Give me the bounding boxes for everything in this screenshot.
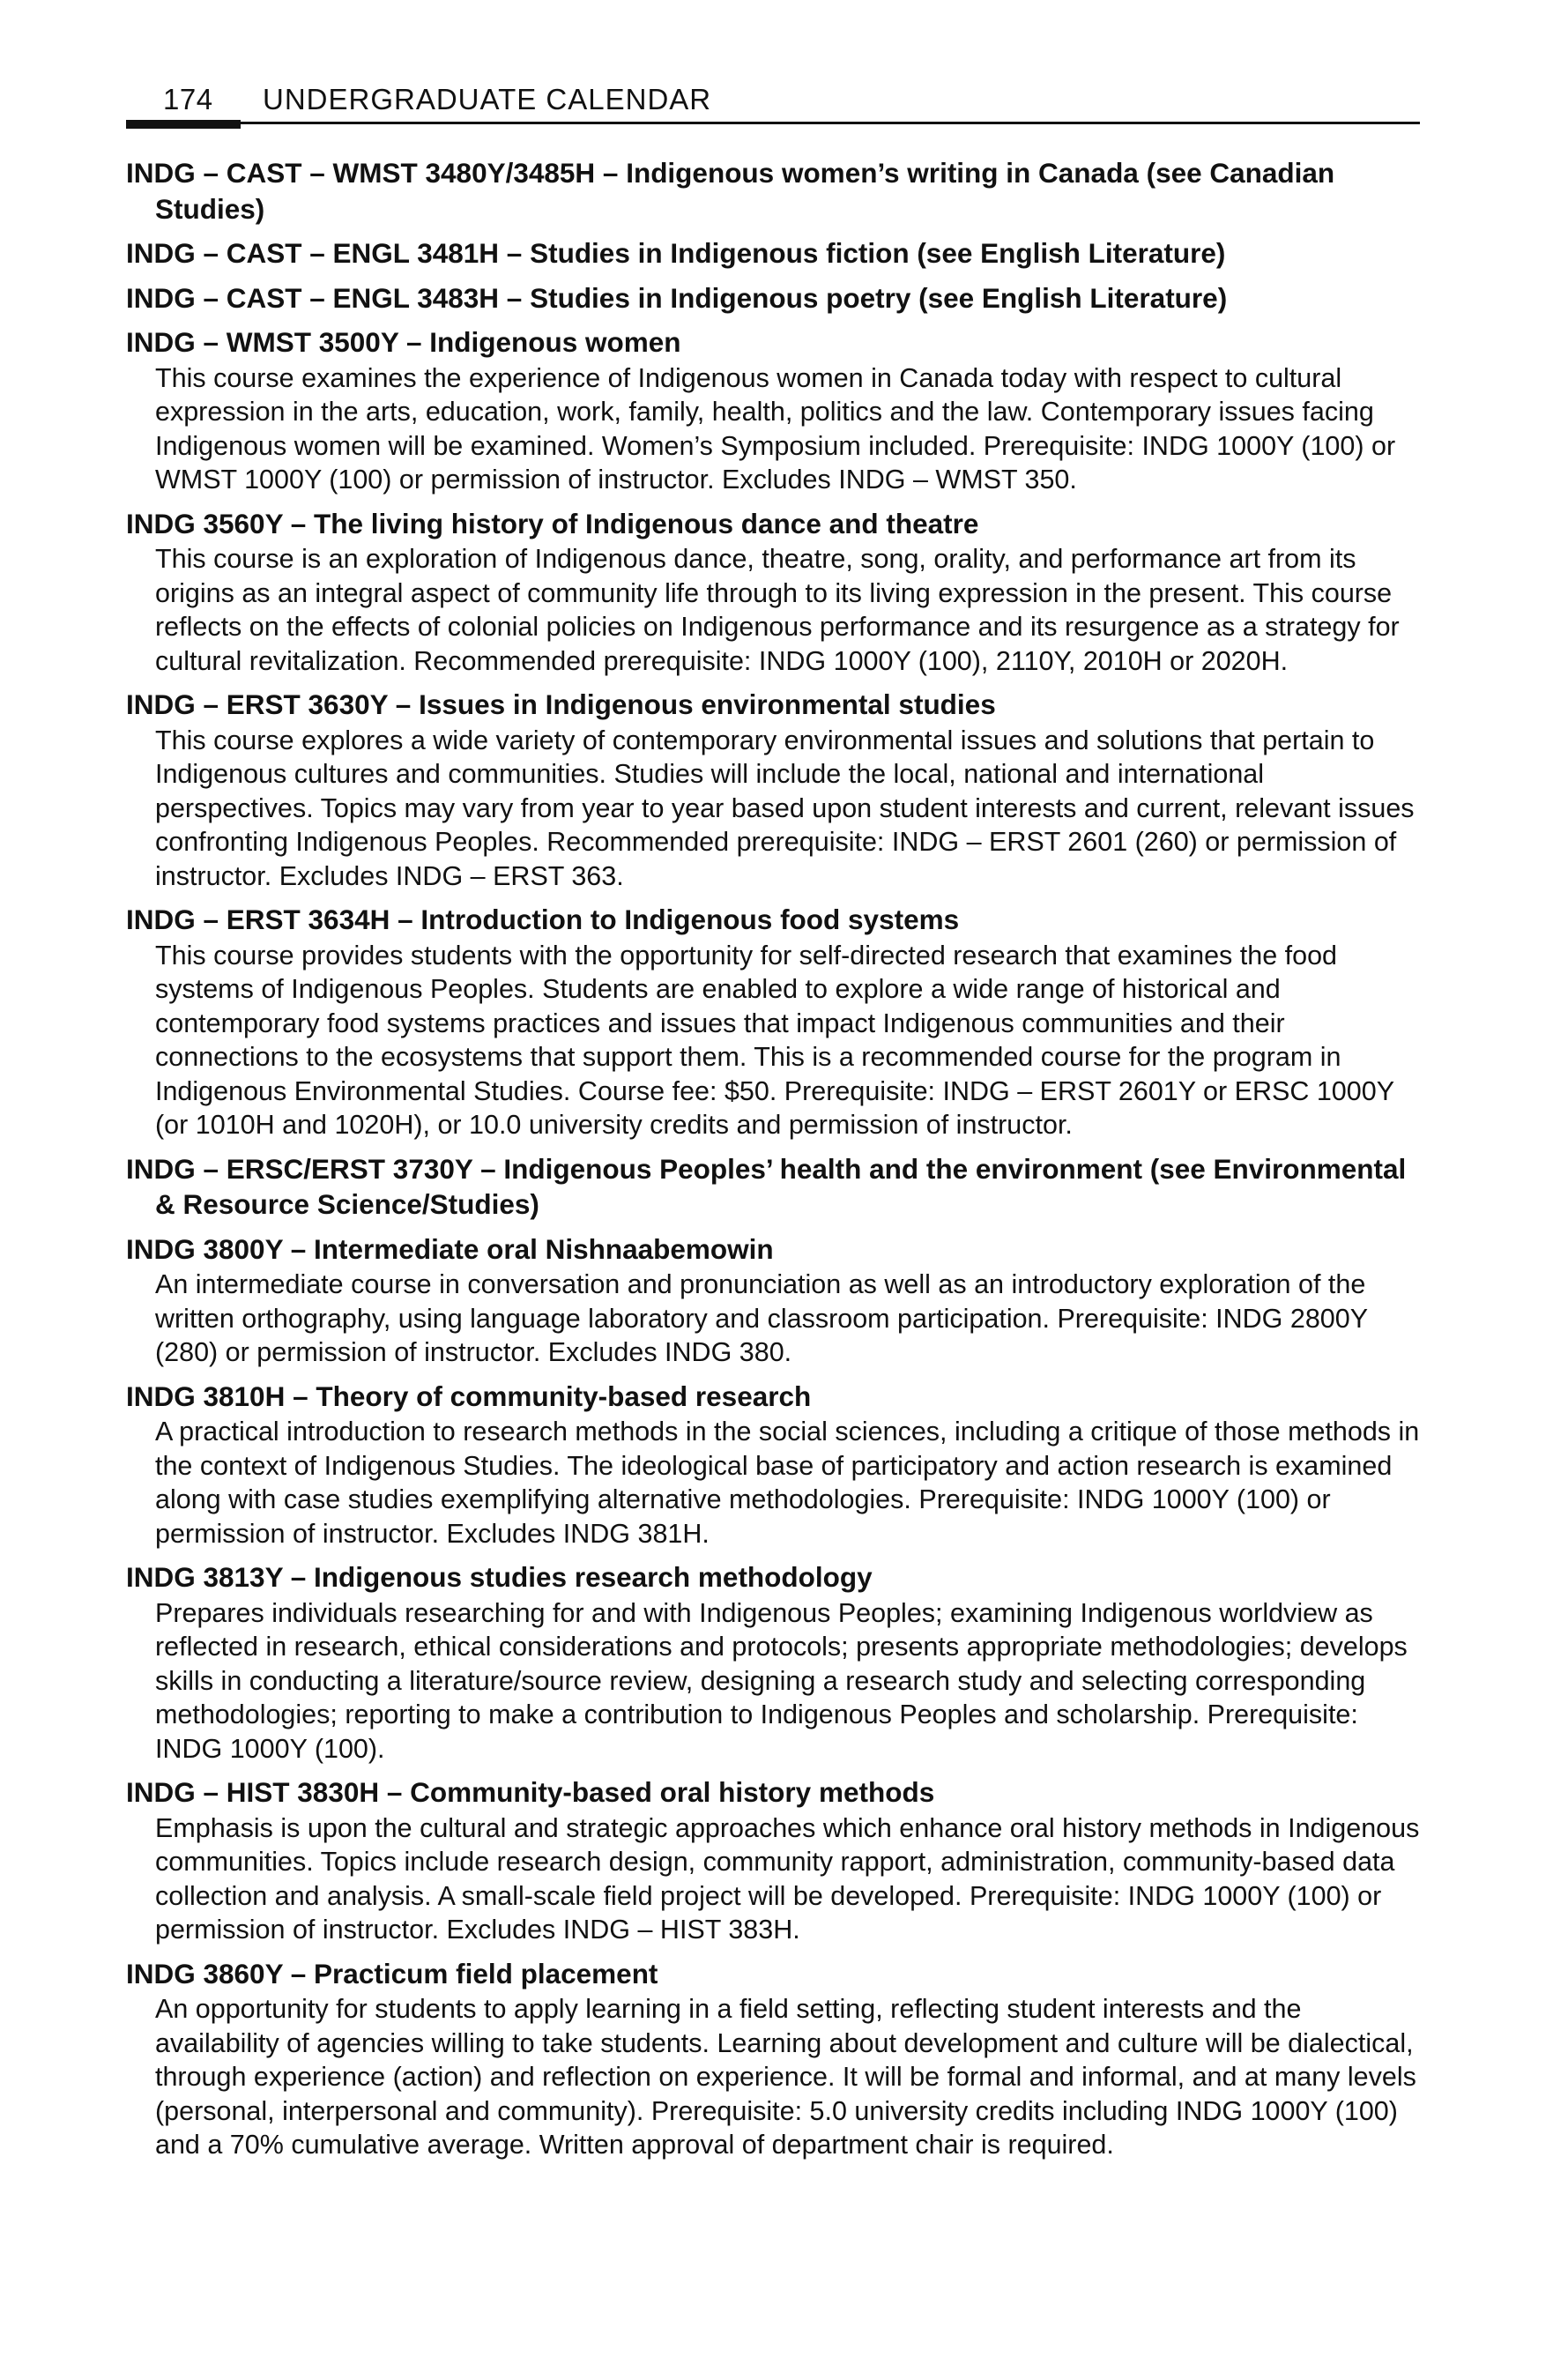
course-title: INDG 3560Y – The living history of Indigenous dance and theatre: [126, 507, 979, 539]
course-entry: [126, 324, 1420, 497]
course-entry: [126, 235, 1420, 271]
course-description: A practical introduction to research methods in the social sciences, including a critique of those methods in the context of Indigenous Studies. The ideological base of participatory and action research is examined along with case studies exemplifying alternative methodologies. Prerequisite: INDG 1000Y (100) or permission of instructor. Excludes INDG 381H.: [155, 1417, 1420, 1549]
header-rule-tab: [126, 120, 241, 129]
course-entry: [126, 1379, 1420, 1551]
course-entry: [126, 1559, 1420, 1766]
course-title: INDG – CAST – WMST 3480Y/3485H – Indigenous women’s writing in Canada (see Canadian Studies): [126, 157, 1335, 225]
course-description: An intermediate course in conversation and pronunciation as well as an introductory exploration of the written orthography, using language laboratory and classroom participation. Prerequisite: INDG 2800Y (280) or permission of instructor. Excludes INDG 380.: [155, 1269, 1368, 1367]
header-rule: [126, 122, 1420, 124]
page-number: 174: [163, 83, 213, 115]
course-title: INDG – CAST – ENGL 3483H – Studies in Indigenous poetry (see English Literature): [126, 281, 1228, 314]
page-header: [126, 81, 1420, 130]
course-title: INDG 3800Y – Intermediate oral Nishnaabemowin: [126, 1232, 774, 1265]
course-list: [126, 155, 1420, 2171]
course-description: This course provides students with the opportunity for self-directed research that examines the food systems of Indigenous Peoples. Students are enabled to explore a wide range of historical and contemporary food systems practices and issues that impact Indigenous communities and their connections to the ecosystems that support them. This is a recommended course for the program in Indigenous Environmental Studies. Course fee: $50. Prerequisite: INDG – ERST 2601Y or ERSC 1000Y (or 1010H and 1020H), or 10.0 university credits and permission of instructor.: [155, 940, 1394, 1140]
course-entry: [126, 1151, 1420, 1223]
course-title: INDG 3813Y – Indigenous studies research methodology: [126, 1561, 873, 1593]
course-entry: [126, 1774, 1420, 1947]
course-entry: [126, 902, 1420, 1142]
course-title: INDG 3810H – Theory of community-based research: [126, 1380, 812, 1412]
running-head: UNDERGRADUATE CALENDAR: [263, 83, 712, 115]
course-entry: [126, 1231, 1420, 1370]
course-title: INDG – ERST 3630Y – Issues in Indigenous environmental studies: [126, 688, 996, 720]
course-description: This course explores a wide variety of contemporary environmental issues and solutions that pertain to Indigenous cultures and communities. Studies will include the local, national and international perspectives. Topics may vary from year to year based upon student interests and current, relevant issues confronting Indigenous Peoples. Recommended prerequisite: INDG – ERST 2601 (260) or permission of instructor. Excludes INDG – ERST 363.: [155, 725, 1415, 891]
course-title: INDG – ERST 3634H – Introduction to Indigenous food systems: [126, 904, 960, 935]
course-title: INDG 3860Y – Practicum field placement: [126, 1957, 658, 1990]
course-entry: [126, 1956, 1420, 2162]
course-entry: [126, 155, 1420, 227]
course-entry: [126, 687, 1420, 893]
course-description: This course examines the experience of Indigenous women in Canada today with respect to cultural expression in the arts, education, work, family, health, politics and the law. Contemporary issues facing Indigenous women will be examined. Women’s Symposium included. Prerequisite: INDG 1000Y (100) or WMST 1000Y (100) or permission of instructor. Excludes INDG – WMST 350.: [155, 362, 1396, 495]
course-title: INDG – CAST – ENGL 3481H – Studies in Indigenous fiction (see English Literature): [126, 237, 1226, 269]
course-description: This course is an exploration of Indigenous dance, theatre, song, orality, and performance art from its origins as an integral aspect of community life through to its living expression in the present. This course reflects on the effects of colonial policies on Indigenous performance and its resurgence as a strategy for cultural revitalization. Recommended prerequisite: INDG 1000Y (100), 2110Y, 2010H or 2020H.: [155, 544, 1400, 676]
course-description: Emphasis is upon the cultural and strategic approaches which enhance oral history methods in Indigenous communities. Topics include research design, community rapport, administration, community-based data collection and analysis. A small-scale field project will be developed. Prerequisite: INDG 1000Y (100) or permission of instructor. Excludes INDG – HIST 383H.: [155, 1812, 1420, 1945]
course-entry: [126, 506, 1420, 679]
course-title: INDG – WMST 3500Y – Indigenous women: [126, 326, 681, 358]
course-description: Prepares individuals researching for and with Indigenous Peoples; examining Indigenous worldview as reflected in research, ethical considerations and protocols; presents appropriate methodologies; develops skills in conducting a literature/source review, designing a research study and selecting corresponding methodologies; reporting to make a contribution to Indigenous Peoples and scholarship. Prerequisite: INDG 1000Y (100).: [155, 1597, 1408, 1764]
course-title: INDG – ERSC/ERST 3730Y – Indigenous Peoples’ health and the environment (see Environmental & Resource Science/Studies): [126, 1152, 1407, 1220]
course-description: An opportunity for students to apply learning in a field setting, reflecting student interests and the availability of agencies willing to take students. Learning about development and culture will be dialectical, through experience (action) and reflection on experience. It will be formal and informal, and at many levels (personal, interpersonal and community). Prerequisite: 5.0 university credits including INDG 1000Y (100) and a 70% cumulative average. Written approval of department chair is required.: [155, 1994, 1416, 2160]
course-title: INDG – HIST 3830H – Community-based oral history methods: [126, 1776, 935, 1808]
course-entry: [126, 280, 1420, 316]
